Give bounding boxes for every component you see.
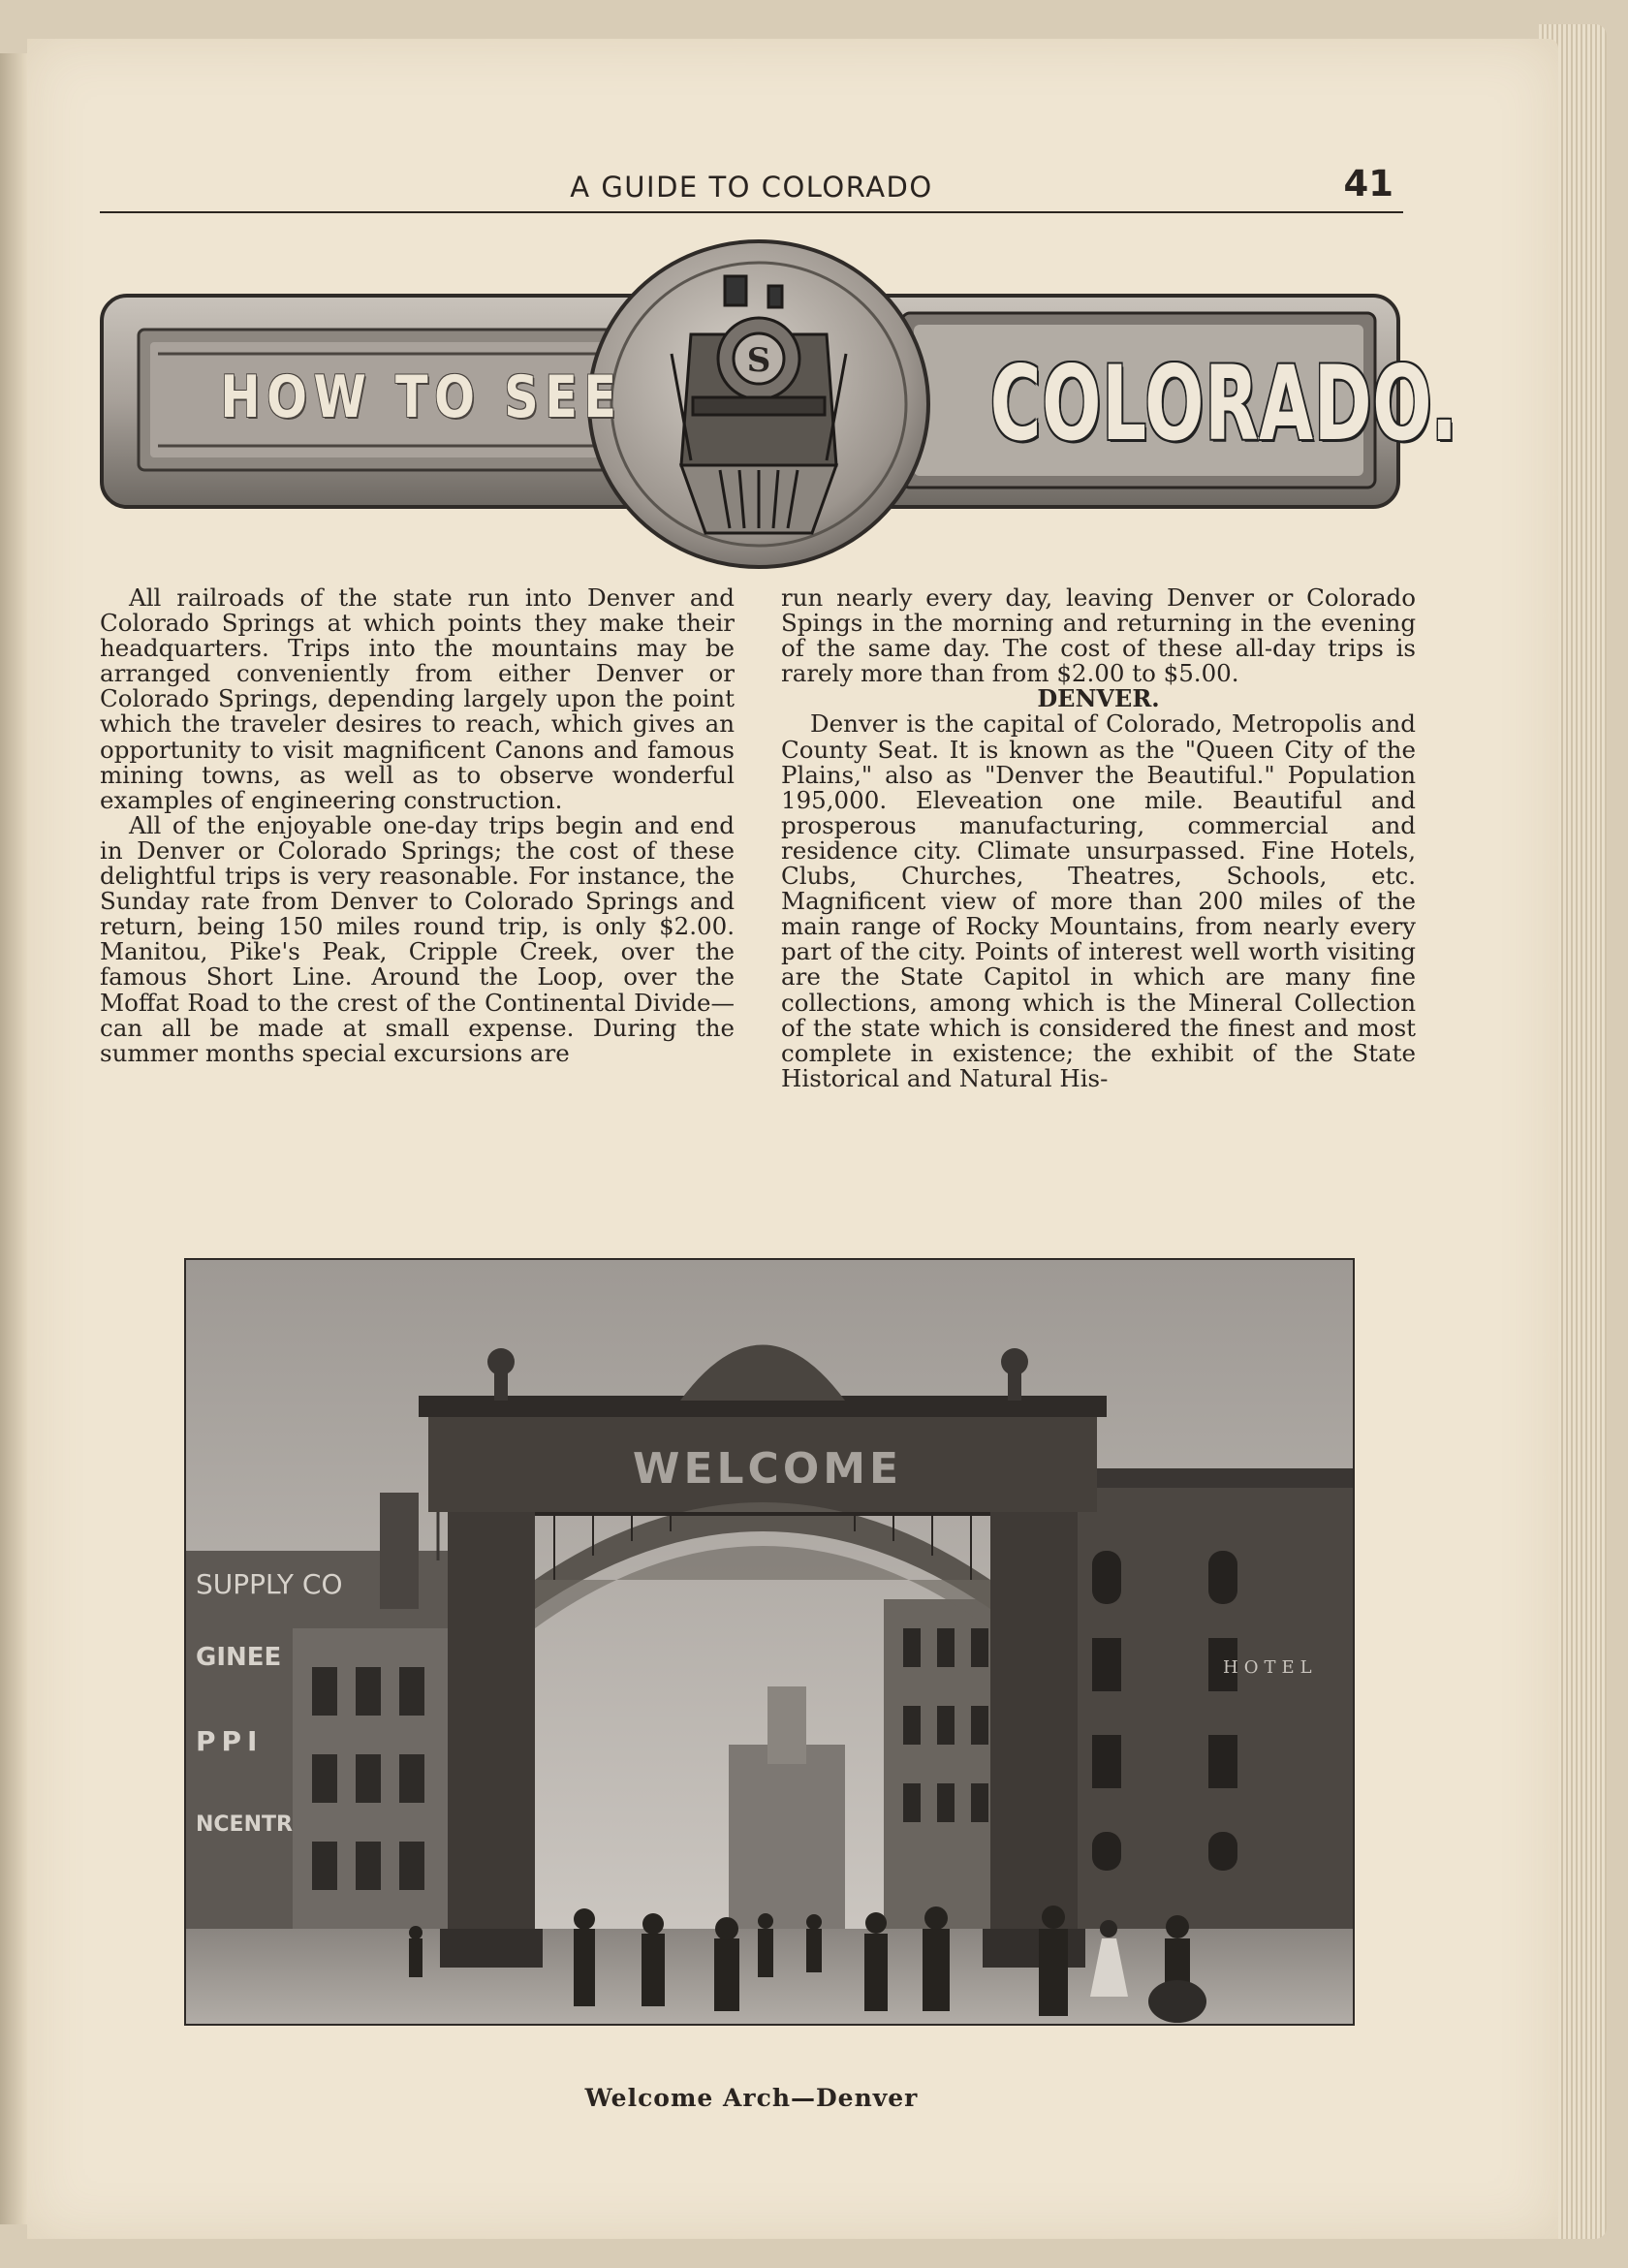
left-text-column: [100, 585, 735, 1066]
page-number: 41: [1343, 163, 1393, 205]
photo-caption: Welcome Arch—Denver: [584, 2084, 919, 2112]
right-text-column: [781, 585, 1416, 1091]
svg-text:S: S: [746, 341, 771, 380]
trips-paragraph: All of the enjoyable one-day trips begin and end in Denver or Colorado Springs; the cost of these delightful trips is very reasonable. For instance, the Sunday rate from Denver to Colorado Springs and return, being 150 miles round trip, is only $2.00. Manitou, Pike's Peak, Cripple Creek, over the famous Short Line. Around the Loop, over the Moffat Road to the crest of the Continental Divide—can all be made at small expense. During the summer months special excursions are: [100, 810, 735, 1067]
facing-page-edge: [0, 53, 29, 2224]
sign-hotel: HOTEL: [1223, 1657, 1318, 1678]
sign-ginee: GINEE: [196, 1643, 282, 1672]
welcome-arch-photo: [184, 1258, 1355, 2026]
sign-ppi: PPI: [196, 1725, 264, 1757]
denver-paragraph: Denver is the capital of Colorado, Metropolis and County Seat. It is known as the "Queen City of the Plains," also as "Denver the Beautiful." Population 195,000. Eleveation one mile. Beautiful and prosperous manufacturing, commercial and residence city. Climate unsurpassed. Fine Hotels, Clubs, Churches, Theatres, Schools, etc. Magnificent view of more than 200 miles of the main range of Rocky Mountains, from nearly every part of the city. Points of interest well worth visiting are the State Capitol in which are many fine collections, among which is the Mineral Collection of the state which is considered the finest and most complete in existence; the exhibit of the State Historical and Natural His-: [781, 709, 1416, 1092]
how-to-see-colorado-banner: [100, 237, 1458, 572]
welcome-arch-illustration: [186, 1260, 1355, 2026]
denver-heading: DENVER.: [1037, 684, 1160, 713]
excursions-continuation: run nearly every day, leaving Denver or Colorado Spings in the morning and returning in the evening of the same day. The cost of these all-day trips is rarely more than from $2.00 to $5.00.: [781, 583, 1416, 688]
banner-colorado-label: COLORADO.: [989, 344, 1458, 463]
sign-ncentr: NCENTR: [196, 1812, 293, 1837]
banner-how-to-see-label: HOW TO SEE: [220, 363, 623, 431]
running-title: A GUIDE TO COLORADO: [570, 171, 933, 204]
intro-paragraph: All railroads of the state run into Denver and Colorado Springs at which points they make their headquarters. Trips into the mountains may be arranged conveniently from either Denver or Colorado Springs, depending largely upon the point which the traveler desires to reach, which gives an opportunity to visit magnificent Canons and famous mining towns, as well as to observe wonderful examples of engineering construction.: [100, 583, 735, 814]
sign-supply-co: SUPPLY CO: [196, 1568, 343, 1600]
arch-welcome-sign: WELCOME: [632, 1444, 903, 1494]
running-header: [100, 163, 1403, 213]
